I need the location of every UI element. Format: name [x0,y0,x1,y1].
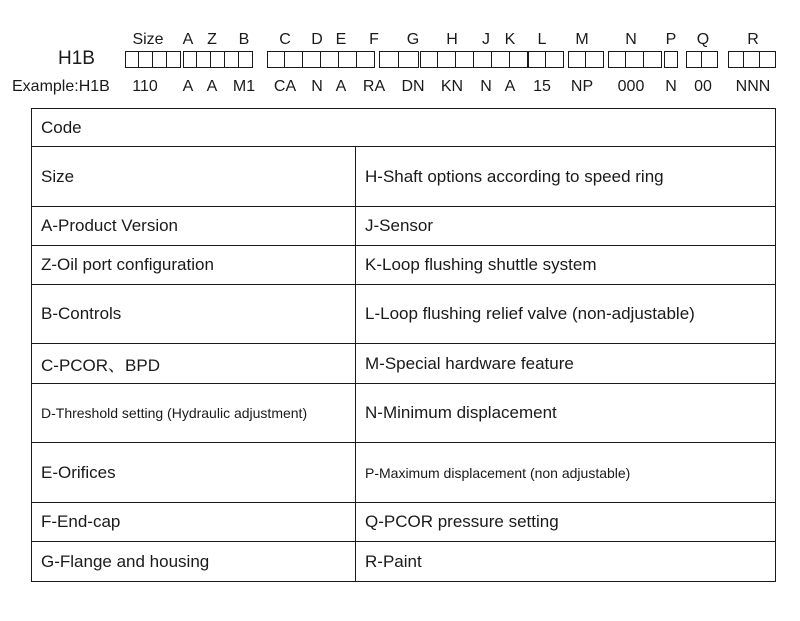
position-box [357,51,375,68]
code-cell: C-PCOR、BPD [32,344,356,384]
table-row [32,147,776,207]
position-code-label: M [575,31,589,48]
position-box-group [528,51,564,70]
table-row [32,384,776,443]
position-code-label: B [238,31,250,48]
example-code-value: DN [401,78,425,95]
position-box-group [420,51,528,70]
position-box [139,51,153,68]
position-box [760,51,776,68]
example-code-value: NNN [735,78,771,95]
code-cell: H-Shaft options according to speed ring [356,147,776,207]
example-prefix: Example:H1B [12,78,110,95]
position-box [239,51,253,68]
code-cell: Q-PCOR pressure setting [356,503,776,542]
position-box-group [728,51,776,70]
example-code-value: 110 [132,78,158,95]
code-table [31,108,776,582]
position-box [183,51,197,68]
position-box-group [125,51,181,70]
position-box [438,51,456,68]
position-code-label: C [279,31,291,48]
position-box [303,51,321,68]
position-box [492,51,510,68]
table-header-row [32,109,776,147]
table-row [32,344,776,384]
code-cell: R-Paint [356,542,776,582]
example-code-value: RA [362,78,386,95]
code-cell: K-Loop flushing shuttle system [356,246,776,285]
code-cell: N-Minimum displacement [356,384,776,443]
position-code-label: Q [696,31,710,48]
model-label: H1B [58,48,95,69]
code-cell: F-End-cap [32,503,356,542]
table-title: Code [32,109,776,147]
position-box [125,51,139,68]
position-box [474,51,492,68]
position-code-label: P [665,31,677,48]
position-code-label: N [625,31,637,48]
position-code-label: K [504,31,516,48]
position-box [686,51,702,68]
position-box [420,51,438,68]
position-box-group [183,51,253,70]
table-row [32,443,776,503]
table-row [32,207,776,246]
code-cell: B-Controls [32,285,356,344]
position-code-label: F [369,31,379,48]
example-code-value: N [311,78,323,95]
position-code-label: A [182,31,194,48]
position-box [379,51,399,68]
example-code-value: A [206,78,218,95]
table-row [32,542,776,582]
code-cell: G-Flange and housing [32,542,356,582]
example-code-value: N [665,78,677,95]
table-row [32,246,776,285]
position-box-group [267,51,375,70]
example-code-value: M1 [232,78,256,95]
table-row [32,285,776,344]
code-cell: P-Maximum displacement (non adjustable) [356,443,776,503]
position-code-label: Size [132,31,164,48]
position-box [644,51,662,68]
position-code-label: Z [207,31,217,48]
example-code-value: A [335,78,347,95]
position-box-group [686,51,718,70]
position-box [339,51,357,68]
position-box [167,51,181,68]
position-box-group [608,51,662,70]
position-code-label: J [482,31,490,48]
table-row [32,503,776,542]
position-box [568,51,586,68]
position-box [197,51,211,68]
code-cell: M-Special hardware feature [356,344,776,384]
position-code-label: G [406,31,420,48]
position-box [626,51,644,68]
code-cell: D-Threshold setting (Hydraulic adjustment) [32,384,356,443]
position-box [702,51,718,68]
example-code-value: A [182,78,194,95]
position-box [728,51,744,68]
position-box-group [568,51,604,70]
position-box-group [379,51,419,70]
position-box [211,51,225,68]
example-code-value: CA [273,78,297,95]
example-code-value: KN [440,78,464,95]
code-cell: Size [32,147,356,207]
code-cell: Z-Oil port configuration [32,246,356,285]
position-code-label: D [311,31,323,48]
position-box-group [664,51,678,70]
position-box [510,51,528,68]
position-code-label: R [747,31,759,48]
code-cell: L-Loop flushing relief valve (non-adjustable) [356,285,776,344]
position-box [546,51,564,68]
position-code-label: L [537,31,547,48]
example-code-value: NP [570,78,594,95]
position-box [225,51,239,68]
example-code-value: A [504,78,516,95]
position-box [267,51,285,68]
code-cell: A-Product Version [32,207,356,246]
code-cell: E-Orifices [32,443,356,503]
position-code-label: E [335,31,347,48]
position-box [153,51,167,68]
code-cell: J-Sensor [356,207,776,246]
example-code-value: N [480,78,492,95]
position-box [586,51,604,68]
example-code-value: 000 [617,78,645,95]
position-box [664,51,678,68]
example-code-value: 15 [533,78,551,95]
position-code-label: H [446,31,458,48]
position-box [321,51,339,68]
position-box [608,51,626,68]
position-box [528,51,546,68]
position-box [399,51,419,68]
position-box [456,51,474,68]
position-box [744,51,760,68]
position-box [285,51,303,68]
example-code-value: 00 [694,78,712,95]
